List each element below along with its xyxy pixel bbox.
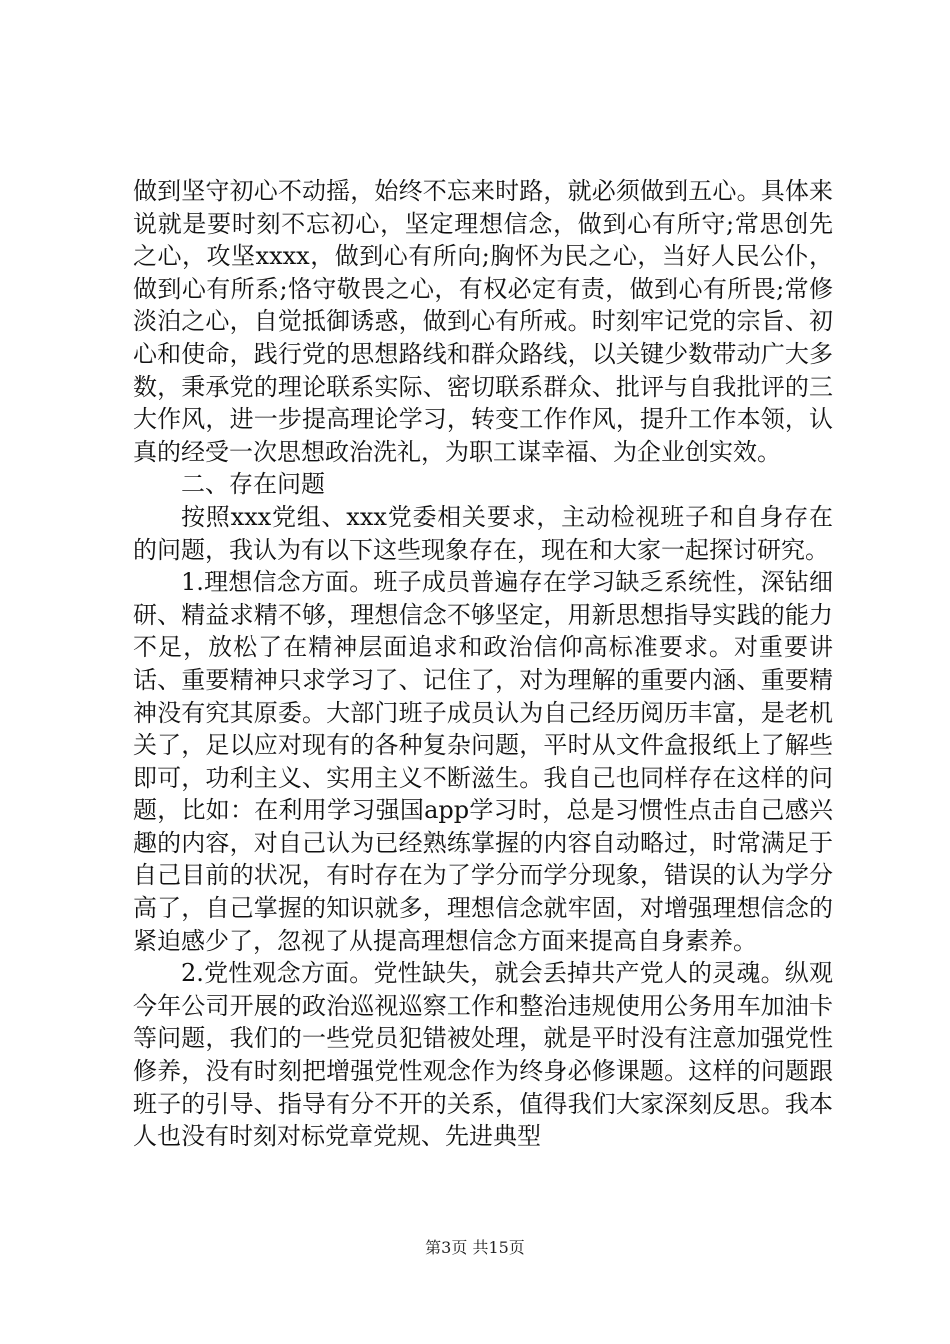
- paragraph-intro: 按照xxx党组、xxx党委相关要求，主动检视班子和自身存在的问题，我认为有以下这些现象存在，现在和大家一起探讨研究。: [133, 502, 833, 564]
- paragraph-party-spirit: 2.党性观念方面。党性缺失，就会丢掉共产党人的灵魂。纵观今年公司开展的政治巡视巡察工作和整治违规使用公务用车加油卡等问题，我们的一些党员犯错被处理，就是平时没有注意加强党性修养，没有时刻把增强党性观念作为终身必修课题。这样的问题跟班子的引导、指导有分不开的关系，值得我们大家深刻反思。我本人也没有时刻对标党章党规、先进典型: [133, 959, 833, 1151]
- paragraph-ideals-beliefs: 1.理想信念方面。班子成员普遍存在学习缺乏系统性，深钻细研、精益求精不够，理想信念不够坚定，用新思想指导实践的能力不足，放松了在精神层面追求和政治信仰高标准要求。对重要讲话、重要精神只求学习了、记住了，对为理解的重要内涵、重要精神没有究其原委。大部门班子成员认为自己经历阅历丰富，是老机关了，足以应对现有的各种复杂问题，平时从文件盒报纸上了解些即可，功利主义、实用主义不断滋生。我自己也同样存在这样的问题，比如：在利用学习强国app学习时，总是习惯性点击自己感兴趣的内容，对自己认为已经熟练掌握的内容自动略过，时常满足于自己目前的状况，有时存在为了学分而学分现象，错误的认为学分高了，自己掌握的知识就多，理想信念就牢固，对增强理想信念的紧迫感少了，忽视了从提高理想信念方面来提高自身素养。: [133, 568, 833, 955]
- document-body: [133, 175, 833, 1153]
- paragraph-continuation: 做到坚守初心不动摇，始终不忘来时路，就必须做到五心。具体来说就是要时刻不忘初心，坚定理想信念，做到心有所守;常思创先之心，攻坚xxxx，做到心有所向;胸怀为民之心，当好人民公仆，做到心有所系;恪守敬畏之心，有权必定有责，做到心有所畏;常修淡泊之心，自觉抵御诱惑，做到心有所戒。时刻牢记党的宗旨、初心和使命，践行党的思想路线和群众路线，以关键少数带动广大多数，秉承党的理论联系实际、密切联系群众、批评与自我批评的三大作风，进一步提高理论学习，转变工作作风，提升工作本领，认真的经受一次思想政治洗礼，为职工谋幸福、为企业创实效。: [133, 177, 833, 466]
- page-footer: 第3页 共15页: [425, 1238, 525, 1257]
- section-heading-problems: 二、存在问题: [181, 470, 325, 499]
